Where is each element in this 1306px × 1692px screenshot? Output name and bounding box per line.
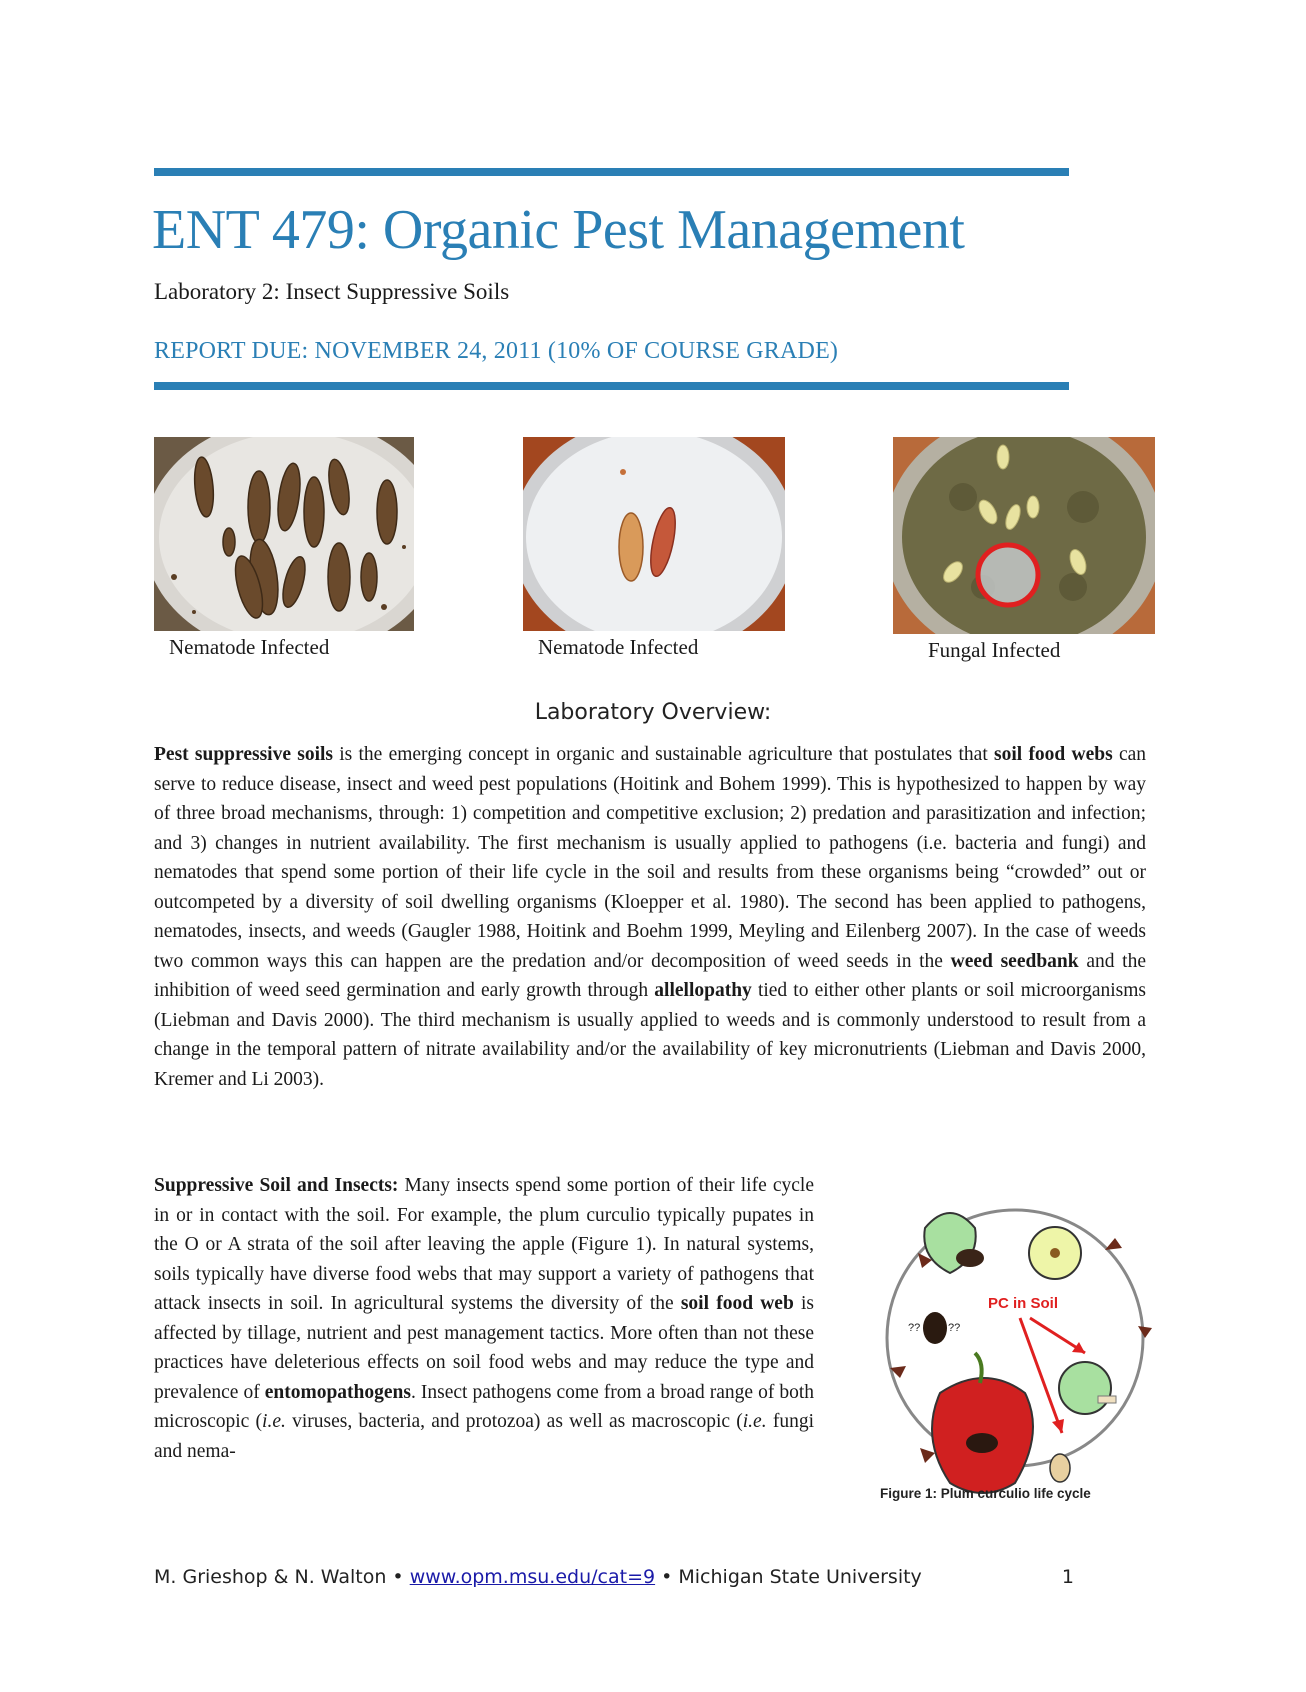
term-pest-suppressive-soils: Pest suppressive soils xyxy=(154,744,333,765)
insects-text-1: Many insects spend some portion of their life cycle in or in contact with the soil. For example, the plum curculio typically pupates in the O or A strata of the soil after leaving the apple (Figure 1). In natural systems, soils typically have diverse food webs that may support a variety of pathogens that attack insects in soil. In agricultural systems the diversity of the xyxy=(154,1175,814,1314)
page-title: ENT 479: Organic Pest Management xyxy=(152,199,965,261)
section-heading-overview: Laboratory Overview: xyxy=(534,700,772,725)
page-subtitle: Laboratory 2: Insect Suppressive Soils xyxy=(154,279,510,304)
photo-caption-1: Nematode Infected xyxy=(169,635,330,659)
term-weed-seedbank: weed seedbank xyxy=(950,950,1079,972)
figure-question-2: ?? xyxy=(948,1322,961,1334)
figure-caption: Figure 1: Plum curculio life cycle xyxy=(880,1486,1091,1501)
page-footer xyxy=(154,1566,1074,1588)
insects-text-2: is affected by tillage, nutrient and pest management tactics. More often than not these practices have deleterious effects on soil food webs and may reduce the type and prevalence of xyxy=(154,1293,814,1403)
photo-nematode-infected-1 xyxy=(154,437,414,631)
bottom-rule xyxy=(154,382,1069,390)
figure-label-pc-in-soil: PC in Soil xyxy=(988,1295,1059,1312)
footer-link[interactable]: www.opm.msu.edu/cat=9 xyxy=(409,1566,656,1588)
page-number: 1 xyxy=(1061,1566,1074,1588)
stage-fruit-egg xyxy=(1029,1227,1081,1279)
overview-paragraph xyxy=(154,740,1146,1094)
insects-text-3: . Insect pathogens come from a broad range of both microscopic ( xyxy=(154,1381,815,1432)
overview-text-1: is the emerging concept in organic and sustainable agriculture that postulates that xyxy=(333,744,995,765)
insects-ie-2: i.e. xyxy=(742,1411,767,1432)
term-suppressive-soil-insects: Suppressive Soil and Insects: xyxy=(154,1175,399,1196)
figure-life-cycle xyxy=(840,1178,1170,1498)
overview-text-3: and the inhibition of weed seed germination and early growth through xyxy=(154,950,1146,1001)
stage-bud xyxy=(924,1213,984,1273)
footer-org: • Michigan State University xyxy=(661,1566,922,1588)
report-due: REPORT DUE: NOVEMBER 24, 2011 (10% OF COURSE GRADE) xyxy=(154,338,839,364)
insects-ie-1: i.e. xyxy=(262,1411,286,1432)
figure-question-1: ?? xyxy=(908,1322,921,1334)
stage-pupa xyxy=(1050,1454,1070,1482)
overview-text-2: can serve to reduce disease, insect and weed pest populations (Hoitink and Bohem 1999). This is hypothesized to happen by way of three broad mechanisms, through: 1) competition and competitive exclusion; 2) predation and parasitization and infection; and 3) changes in nutrient availability. The first mechanism is usually applied to pathogens (i.e. bacteria and fungi) and nematodes that spend some portion of their life cycle in the soil and results from these organisms being “crowded” out or outcompeted by a diversity of soil dwelling organisms (Kloepper et al. 1980). The second has been applied to pathogens, nematodes, insects, and weeds (Gaugler 1988, Hoitink and Boehm 1999, Meyling and Eilenberg 2007). In the case of weeds two common ways this can happen are the predation and/or decomposition of weed seeds in the xyxy=(154,744,1147,972)
insects-paragraph xyxy=(154,1171,814,1466)
insects-text-5: fungi and nema- xyxy=(154,1411,815,1462)
insects-text-4: viruses, bacteria, and protozoa) as well as macroscopic ( xyxy=(285,1411,743,1432)
photo-nematode-infected-2 xyxy=(523,437,785,631)
term-soil-food-webs: soil food webs xyxy=(994,744,1113,765)
footer-authors: M. Grieshop & N. Walton • xyxy=(154,1566,404,1588)
photo-caption-3: Fungal Infected xyxy=(928,638,1061,662)
term-soil-food-web: soil food web xyxy=(680,1293,794,1314)
term-allellopathy: allellopathy xyxy=(654,980,752,1001)
top-rule xyxy=(154,168,1069,176)
stage-fruit-larva xyxy=(1059,1362,1116,1414)
stage-apple xyxy=(932,1353,1033,1493)
overview-text-4: tied to either other plants or soil microorganisms (Liebman and Davis 2000). The third mechanism is usually applied to weeds and is commonly understood to result from a change in the temporal pattern of nitrate availability and/or the availability of key micronutrients (Liebman and Davis 2000, Kremer and Li 2003). xyxy=(154,980,1146,1090)
photo-caption-2: Nematode Infected xyxy=(538,635,699,659)
term-entomopathogens: entomopathogens xyxy=(264,1381,411,1403)
photo-fungal-infected xyxy=(893,437,1155,634)
